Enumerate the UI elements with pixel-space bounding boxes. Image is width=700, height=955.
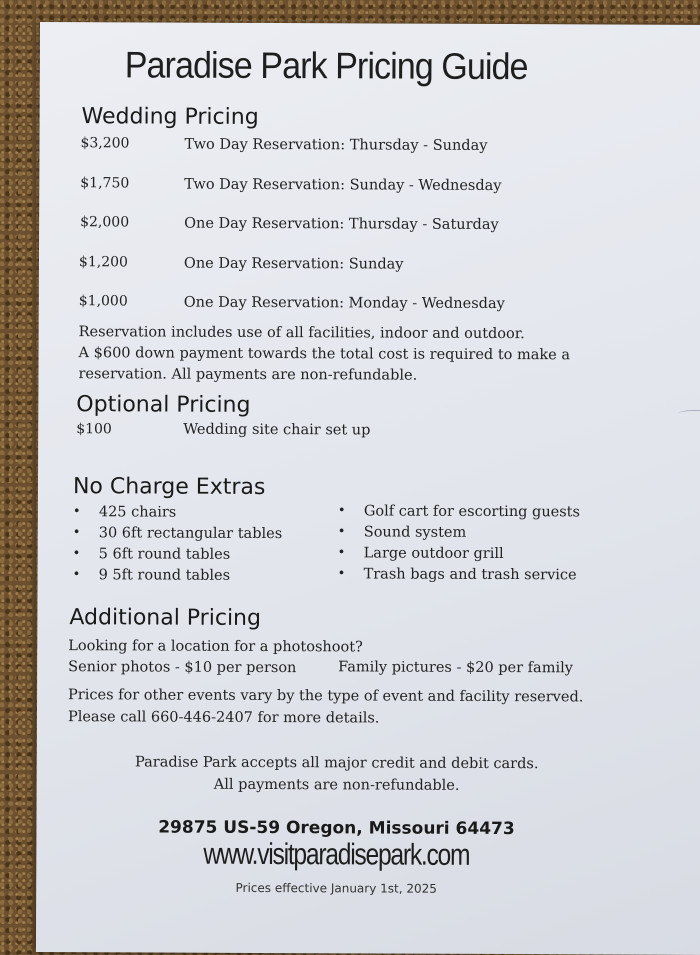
wedding-desc: One Day Reservation: Thursday - Saturday xyxy=(184,215,499,234)
extras-list-left xyxy=(73,504,283,589)
contact-note: Please call 660-446-2407 for more details. xyxy=(67,709,380,727)
wedding-price: $3,200 xyxy=(80,135,130,152)
additional-heading: Additional Pricing xyxy=(69,605,262,631)
family-pictures-price: Family pictures - $20 per family xyxy=(338,659,573,677)
payment-note: All payments are non-refundable. xyxy=(213,776,460,794)
wedding-desc: One Day Reservation: Monday - Wednesday xyxy=(183,294,505,313)
list-item: • Golf cart for escorting guests xyxy=(338,503,580,525)
wedding-price: $1,200 xyxy=(78,254,128,271)
wedding-desc: Two Day Reservation: Sunday - Wednesday xyxy=(184,176,502,195)
list-item: • 425 chairs xyxy=(73,504,282,526)
wedding-desc: Two Day Reservation: Thursday - Sunday xyxy=(184,136,488,154)
paper-crease xyxy=(678,410,700,417)
wedding-heading: Wedding Pricing xyxy=(81,104,259,130)
page-title: Paradise Park Pricing Guide xyxy=(124,44,528,88)
optional-heading: Optional Pricing xyxy=(76,392,251,418)
list-item: • 30 6ft rectangular tables xyxy=(73,525,282,547)
extras-list-right xyxy=(338,503,580,588)
wedding-note-line: Reservation includes use of all facilities, indoor and outdoor. xyxy=(78,324,525,343)
wedding-price: $1,000 xyxy=(78,293,128,310)
wedding-note-line: reservation. All payments are non-refundable. xyxy=(78,366,418,384)
other-events-note: Prices for other events vary by the type of event and facility reserved. xyxy=(68,687,584,706)
wedding-price: $2,000 xyxy=(80,214,130,231)
address: 29875 US-59 Oregon, Missouri 64473 xyxy=(158,817,515,840)
list-item: • Large outdoor grill xyxy=(338,545,580,567)
senior-photos-price: Senior photos - $10 per person xyxy=(68,659,297,677)
photoshoot-question: Looking for a location for a photoshoot? xyxy=(68,638,363,656)
list-item: • Sound system xyxy=(338,524,580,546)
extras-heading: No Charge Extras xyxy=(72,474,266,500)
pricing-sheet xyxy=(36,22,700,955)
effective-date: Prices effective January 1st, 2025 xyxy=(235,880,437,896)
optional-desc: Wedding site chair set up xyxy=(183,421,371,439)
wedding-note-line: A $600 down payment towards the total cost is required to make a xyxy=(78,345,571,364)
website-url: www.visitparadisepark.com xyxy=(203,837,470,872)
payment-note: Paradise Park accepts all major credit and debit cards. xyxy=(135,754,539,773)
list-item: • 5 6ft round tables xyxy=(73,546,282,568)
wedding-desc: One Day Reservation: Sunday xyxy=(183,255,404,273)
wedding-price: $1,750 xyxy=(80,175,130,192)
list-item: • 9 5ft round tables xyxy=(73,567,282,589)
list-item: • Trash bags and trash service xyxy=(338,566,580,588)
optional-price: $100 xyxy=(76,421,112,438)
